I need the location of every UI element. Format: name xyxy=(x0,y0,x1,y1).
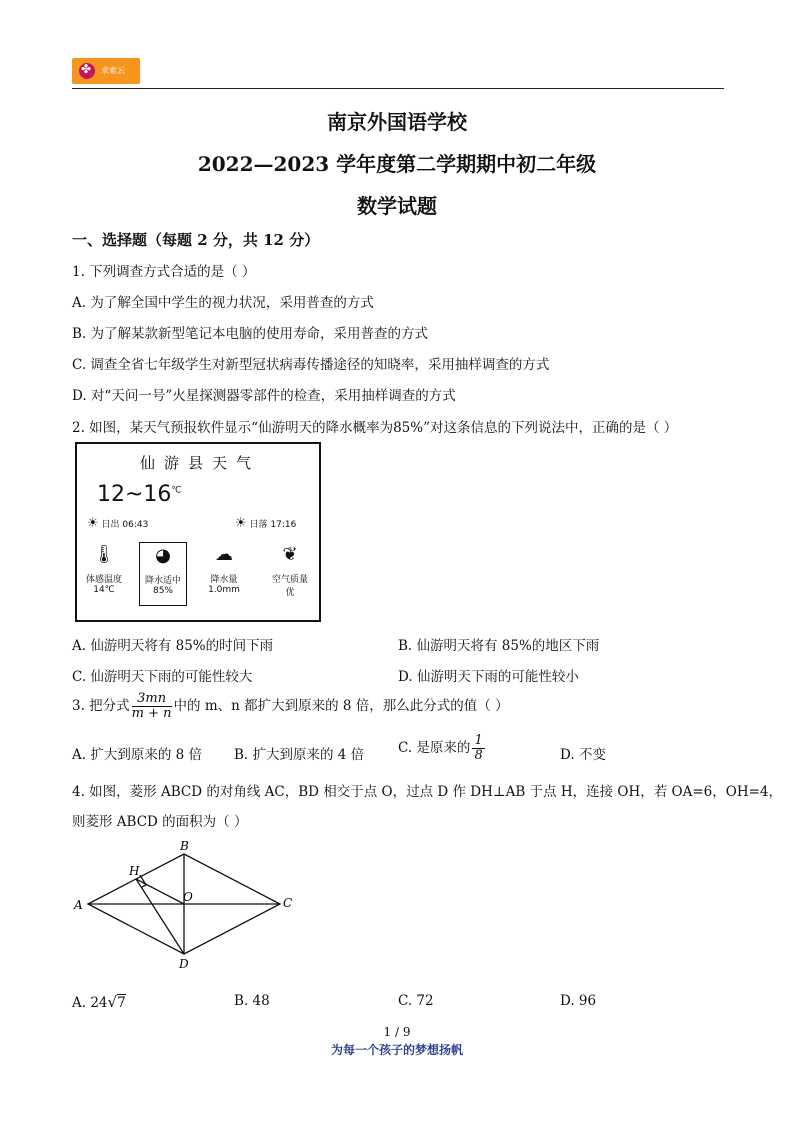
sunset-row: ☀ 日落 17:16 xyxy=(235,516,297,531)
segment-oh xyxy=(136,879,184,904)
header-divider xyxy=(72,88,724,89)
label-a: A xyxy=(74,898,83,912)
brand-logo xyxy=(72,58,140,84)
rain-cloud-icon: ☁ xyxy=(215,544,233,565)
question-4-stem-line1: 4. 如图，菱形 ABCD 的对角线 AC，BD 相交于点 O，过点 D 作 DH⊥AB 于点 H，连接 OH，若 OA=6，OH=4， xyxy=(72,784,782,800)
label-c: C xyxy=(283,896,293,910)
fraction-expression: $\frac{3mn}{m + n}$ xyxy=(131,691,172,721)
label-d: D xyxy=(179,957,189,971)
question-3-stem: 3. 把分式 $\frac{3mn}{m + n}$ 中的 m、n 都扩大到原来的 8 倍，那么此分式的值（ ） xyxy=(72,691,509,721)
term-title: 2022—2023 学年度第二学期期中初二年级 xyxy=(197,152,597,176)
question-3-option-b: B. 扩大到原来的 4 倍 xyxy=(234,747,365,763)
question-2-option-b: B. 仙游明天将有 85%的地区下雨 xyxy=(398,638,600,654)
question-3-option-c: C. 是原来的 $\frac{1}{8}$ xyxy=(398,733,483,763)
leaf-icon: ❦ xyxy=(282,544,298,565)
label-b: B xyxy=(180,840,189,853)
footer-slogan: 为每一个孩子的梦想扬帆 xyxy=(330,1043,463,1057)
question-1-option-d: D. 对“天问一号”火星探测器零部件的检查，采用抽样调查的方式 xyxy=(72,388,456,404)
sunset-icon: ☀ xyxy=(235,516,247,531)
section-heading: 一、选择题（每题 2 分，共 12 分） xyxy=(72,231,320,249)
rhombus-figure xyxy=(70,840,310,975)
question-1-option-a: A. 为了解全国中学生的视力状况，采用普查的方式 xyxy=(72,295,374,311)
question-3-option-d: D. 不变 xyxy=(560,747,606,763)
feels-like-cell: 🌡︎ 体感温度 14℃ xyxy=(81,542,127,604)
sunrise-row: ☀ 日出 06:43 xyxy=(87,516,149,531)
weather-title: 仙游县天气 xyxy=(139,454,260,472)
pie-icon: ◕ xyxy=(155,545,171,566)
thermometer-icon: 🌡︎ xyxy=(92,544,116,565)
question-4-option-d: D. 96 xyxy=(560,993,597,1009)
question-4-option-c: C. 72 xyxy=(398,993,434,1009)
question-1-stem: 1. 下列调查方式合适的是（ ） xyxy=(72,264,256,280)
question-4-option-a: A. 24√7 xyxy=(72,993,126,1011)
question-2-stem: 2. 如图，某天气预报软件显示“仙游明天的降水概率为85%”对这条信息的下列说法中，正确的是（ ） xyxy=(72,420,678,436)
label-o: O xyxy=(183,890,193,904)
subject-title: 数学试题 xyxy=(357,194,437,218)
logo-text: 求索云 xyxy=(101,66,125,75)
segment-dh xyxy=(136,879,184,954)
question-3-option-a: A. 扩大到原来的 8 倍 xyxy=(72,747,203,763)
temperature-range: 12~16℃ xyxy=(97,482,182,507)
air-quality-cell: ❦ 空气质量 优 xyxy=(267,542,313,604)
question-4-option-b: B. 48 xyxy=(234,993,270,1009)
weather-widget xyxy=(75,442,321,622)
question-2-option-a: A. 仙游明天将有 85%的时间下雨 xyxy=(72,638,274,654)
school-title: 南京外国语学校 xyxy=(327,110,467,134)
logo-flower-icon xyxy=(79,63,95,79)
page-number: 1 / 9 xyxy=(383,1025,411,1039)
precipitation-chance-cell: ◕ 降水适中 85% xyxy=(139,542,187,606)
question-1-option-c: C. 调查全省七年级学生对新型冠状病毒传播途径的知晓率，采用抽样调查的方式 xyxy=(72,357,550,373)
label-h: H xyxy=(129,864,140,878)
question-4-stem-line2: 则菱形 ABCD 的面积为（ ） xyxy=(72,814,248,830)
precipitation-amount-cell: ☁ 降水量 1.0mm xyxy=(201,542,247,604)
sunrise-icon: ☀ xyxy=(87,516,99,531)
question-2-option-c: C. 仙游明天下雨的可能性较大 xyxy=(72,669,253,685)
question-2-option-d: D. 仙游明天下雨的可能性较小 xyxy=(398,669,579,685)
question-1-option-b: B. 为了解某款新型笔记本电脑的使用寿命，采用普查的方式 xyxy=(72,326,429,342)
